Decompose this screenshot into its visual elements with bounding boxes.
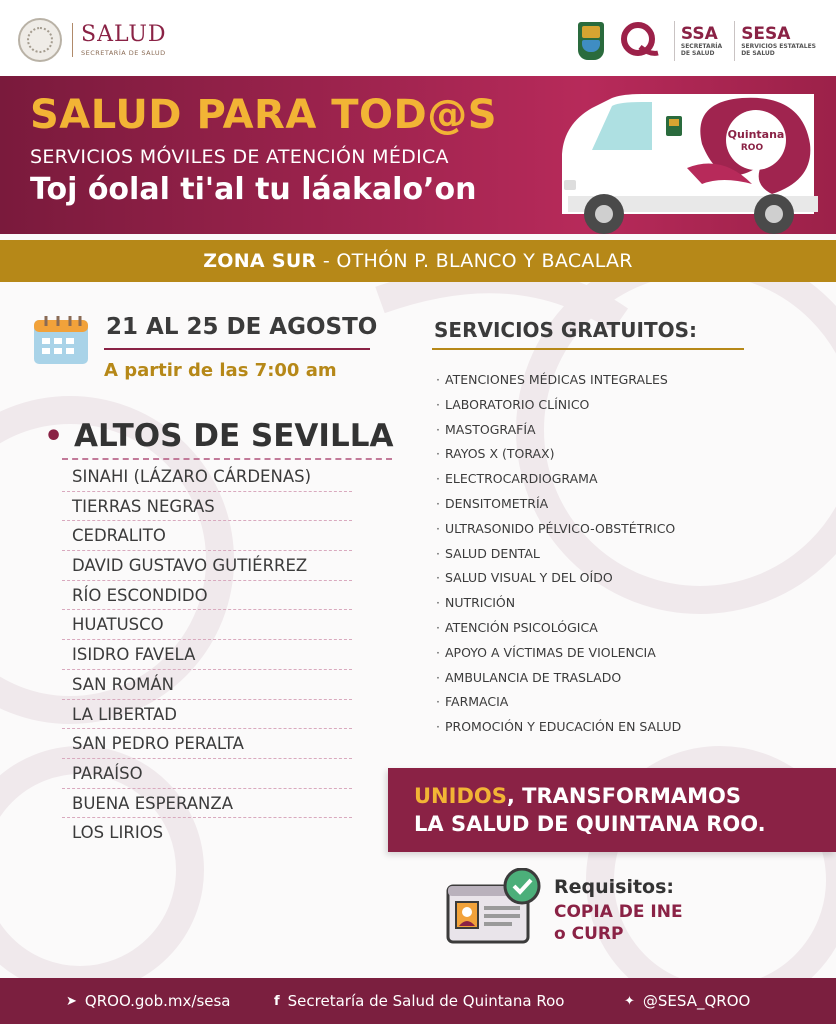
main-location [44, 418, 393, 454]
list-item: ISIDRO FAVELA [62, 640, 352, 670]
zone-label-bold: ZONA SUR [203, 250, 317, 272]
list-item: LA LIBERTAD [62, 700, 352, 730]
start-time: A partir de las 7:00 am [104, 360, 337, 381]
service-item: · FARMACIA [436, 694, 509, 710]
requirement-item-1: COPIA DE INE [554, 902, 683, 922]
van-logo-text-2: ROO [740, 143, 764, 153]
service-item: · PROMOCIÓN Y EDUCACIÓN EN SALUD [436, 719, 682, 735]
footer-website-label: QROO.gob.mx/sesa [84, 992, 231, 1010]
sesa-title: SESA [741, 24, 791, 44]
main-location-label: ALTOS DE SEVILLA [73, 418, 394, 454]
logo-divider [674, 21, 675, 61]
list-item: SAN PEDRO PERALTA [62, 729, 352, 759]
banner-maya-slogan: Toj óolal ti'al tu láakalo’on [30, 172, 477, 207]
list-item: CEDRALITO [62, 521, 352, 551]
footer-facebook-label: Secretaría de Salud de Quintana Roo [287, 992, 565, 1010]
list-item: BUENA ESPERANZA [62, 789, 352, 819]
twitter-icon: ✦ [624, 993, 635, 1009]
footer-website[interactable] [66, 978, 231, 1024]
list-item: HUATUSCO [62, 610, 352, 640]
ssa-subtitle-1: SECRETARÍA [680, 43, 723, 50]
id-card-check-icon [446, 868, 546, 948]
service-item: · AMBULANCIA DE TRASLADO [436, 669, 622, 685]
salud-title: SALUD [81, 22, 167, 47]
ssa-title: SSA [680, 24, 718, 44]
service-item: · RAYOS X (TORAX) [436, 446, 555, 462]
slogan-line-2: LA SALUD DE QUINTANA ROO. [414, 812, 766, 836]
services-list [436, 368, 681, 740]
header [0, 0, 836, 76]
list-item: PARAÍSO [62, 759, 352, 789]
slogan-highlight: UNIDOS [414, 784, 507, 808]
van-logo-text: Quintana [727, 128, 785, 141]
slogan-line-1-rest: , TRANSFORMAMOS [506, 784, 741, 808]
bullet-icon: • [44, 419, 64, 454]
slogan-line-1 [414, 782, 836, 810]
zone-label [203, 250, 633, 272]
services-title: SERVICIOS GRATUITOS: [434, 318, 697, 342]
list-item: SAN ROMÁN [62, 670, 352, 700]
service-item: · SALUD DENTAL [436, 545, 540, 561]
service-item: · ATENCIONES MÉDICAS INTEGRALES [436, 372, 668, 387]
location-list [62, 462, 352, 848]
quintana-roo-q-logo-icon [616, 19, 660, 63]
service-item: · NUTRICIÓN [436, 595, 516, 611]
service-item: · ELECTROCARDIOGRAMA [436, 471, 598, 487]
list-item: DAVID GUSTAVO GUTIÉRREZ [62, 551, 352, 581]
date-underline [104, 348, 370, 350]
mexico-seal-icon [18, 18, 62, 62]
service-item: · APOYO A VÍCTIMAS DE VIOLENCIA [436, 644, 656, 660]
facebook-icon: f [274, 993, 280, 1009]
footer-twitter[interactable] [624, 978, 750, 1024]
sesa-subtitle-1: SERVICIOS ESTATALES [741, 43, 816, 50]
ssa-subtitle-2: DE SALUD [680, 50, 715, 57]
banner-subtitle: SERVICIOS MÓVILES DE ATENCIÓN MÉDICA [30, 146, 449, 168]
ssa-logo [681, 25, 722, 57]
service-item: · ULTRASONIDO PÉLVICO-OBSTÉTRICO [436, 520, 676, 536]
zone-bar [0, 240, 836, 282]
calendar-icon [32, 312, 90, 366]
main-location-underline [62, 458, 392, 460]
service-item: · LABORATORIO CLÍNICO [436, 396, 590, 412]
footer [0, 978, 836, 1024]
date-range: 21 AL 25 DE AGOSTO [106, 314, 378, 340]
zone-label-rest: - OTHÓN P. BLANCO Y BACALAR [316, 250, 633, 272]
salud-subtitle: SECRETARÍA DE SALUD [81, 49, 166, 57]
requirements-title: Requisitos: [554, 876, 675, 898]
footer-twitter-label: @SESA_QROO [642, 992, 751, 1010]
partner-logos [578, 18, 822, 64]
footer-facebook[interactable] [274, 978, 564, 1024]
service-item: · ATENCIÓN PSICOLÓGICA [436, 619, 598, 635]
list-item: SINAHI (LÁZARO CÁRDENAS) [62, 462, 352, 492]
sesa-logo [741, 25, 816, 57]
service-item: · SALUD VISUAL Y DEL OÍDO [436, 570, 613, 586]
salud-logo [18, 18, 167, 62]
services-underline [432, 348, 744, 350]
slogan-box [388, 768, 836, 852]
list-item: LOS LIRIOS [72, 823, 164, 843]
list-item: RÍO ESCONDIDO [62, 581, 352, 611]
quintana-roo-shield-icon [578, 22, 604, 60]
mobile-clinic-van-icon [552, 84, 822, 234]
logo-divider [734, 21, 735, 61]
service-item: · DENSITOMETRÍA [436, 495, 549, 511]
requirement-item-2: o CURP [554, 924, 624, 944]
list-item: TIERRAS NEGRAS [62, 492, 352, 522]
sesa-subtitle-2: DE SALUD [741, 50, 775, 57]
banner-title: SALUD PARA TOD@S [30, 92, 498, 138]
service-item: · MASTOGRAFÍA [436, 421, 536, 437]
cursor-icon: ➤ [66, 993, 77, 1009]
